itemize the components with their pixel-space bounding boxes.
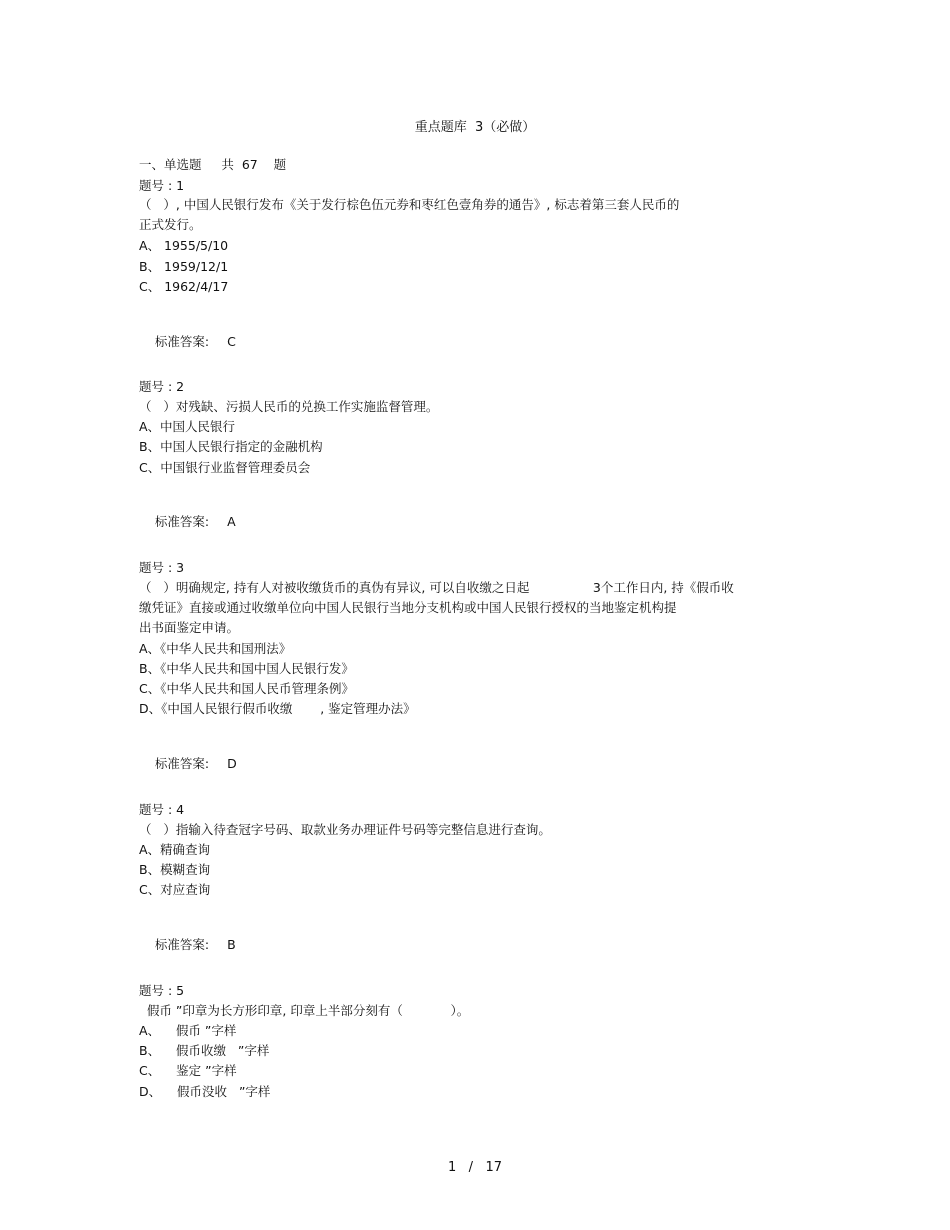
standard-answer: [139, 317, 236, 365]
question-number: 题号 : 5: [139, 983, 185, 998]
option-a: A、中国人民银行: [139, 419, 236, 434]
option-b: B、《中华人民共和国中国人民银行发》: [139, 661, 354, 676]
option-d: D、 假币没收 ”字样: [139, 1084, 271, 1099]
standard-answer: [139, 920, 236, 968]
question-number: 题号 : 2: [139, 379, 185, 394]
question-stem-line: 假币 ”印章为长方形印章, 印章上半部分刻有（ ）。: [139, 1003, 470, 1018]
option-b: B、模糊查询: [139, 862, 211, 877]
question-stem-line: （ ）明确规定, 持有人对被收缴货币的真伪有异议, 可以自收缴之日起 3个工作日内, 持《假币收: [139, 580, 734, 595]
question-number: 题号 : 3: [139, 560, 185, 575]
question-stem-line: 缴凭证》直接或通过收缴单位向中国人民银行当地分支机构或中国人民银行授权的当地鉴定机构提: [139, 600, 677, 615]
option-b: B、 1959/12/1: [139, 259, 229, 274]
standard-answer: [139, 739, 237, 787]
option-c: C、 鉴定 ”字样: [139, 1063, 237, 1078]
option-a: A、 假币 ”字样: [139, 1023, 237, 1038]
option-c: C、《中华人民共和国人民币管理条例》: [139, 681, 354, 696]
answer-label: 标准答案:: [154, 334, 210, 349]
question-stem-line: 正式发行。: [139, 217, 202, 232]
option-b: B、中国人民银行指定的金融机构: [139, 439, 323, 454]
section-header: 一、单选题 共 67 题: [139, 157, 287, 172]
question-number: 题号 : 1: [139, 178, 185, 193]
option-a: A、精确查询: [139, 842, 211, 857]
option-a: A、 1955/5/10: [139, 238, 229, 253]
answer-value: D: [227, 756, 237, 771]
option-c: C、对应查询: [139, 882, 211, 897]
page-indicator: 1 / 17: [448, 1160, 502, 1175]
standard-answer: [139, 497, 236, 545]
answer-label: 标准答案:: [154, 756, 210, 771]
answer-value: C: [227, 334, 236, 349]
question-stem-line: 出书面鉴定申请。: [139, 620, 240, 635]
option-a: A、《中华人民共和国刑法》: [139, 641, 292, 656]
question-number: 题号 : 4: [139, 802, 185, 817]
question-stem-line: （ ）指输入待查冠字号码、取款业务办理证件号码等完整信息进行查询。: [139, 822, 551, 837]
answer-label: 标准答案:: [154, 937, 210, 952]
option-b: B、 假币收缴 ”字样: [139, 1043, 270, 1058]
option-d: D、《中国人民银行假币收缴 , 鉴定管理办法》: [139, 701, 416, 716]
answer-value: A: [227, 514, 236, 529]
question-stem-line: （ ）对残缺、污损人民币的兑换工作实施监督管理。: [139, 399, 439, 414]
answer-label: 标准答案:: [154, 514, 210, 529]
question-stem-line: （ ）, 中国人民银行发布《关于发行棕色伍元券和枣红色壹角券的通告》, 标志着第三套人民币的: [139, 197, 680, 212]
page-title: 重点题库 3（必做）: [414, 120, 536, 135]
option-c: C、中国银行业监督管理委员会: [139, 460, 311, 475]
option-c: C、 1962/4/17: [139, 279, 229, 294]
answer-value: B: [227, 937, 236, 952]
